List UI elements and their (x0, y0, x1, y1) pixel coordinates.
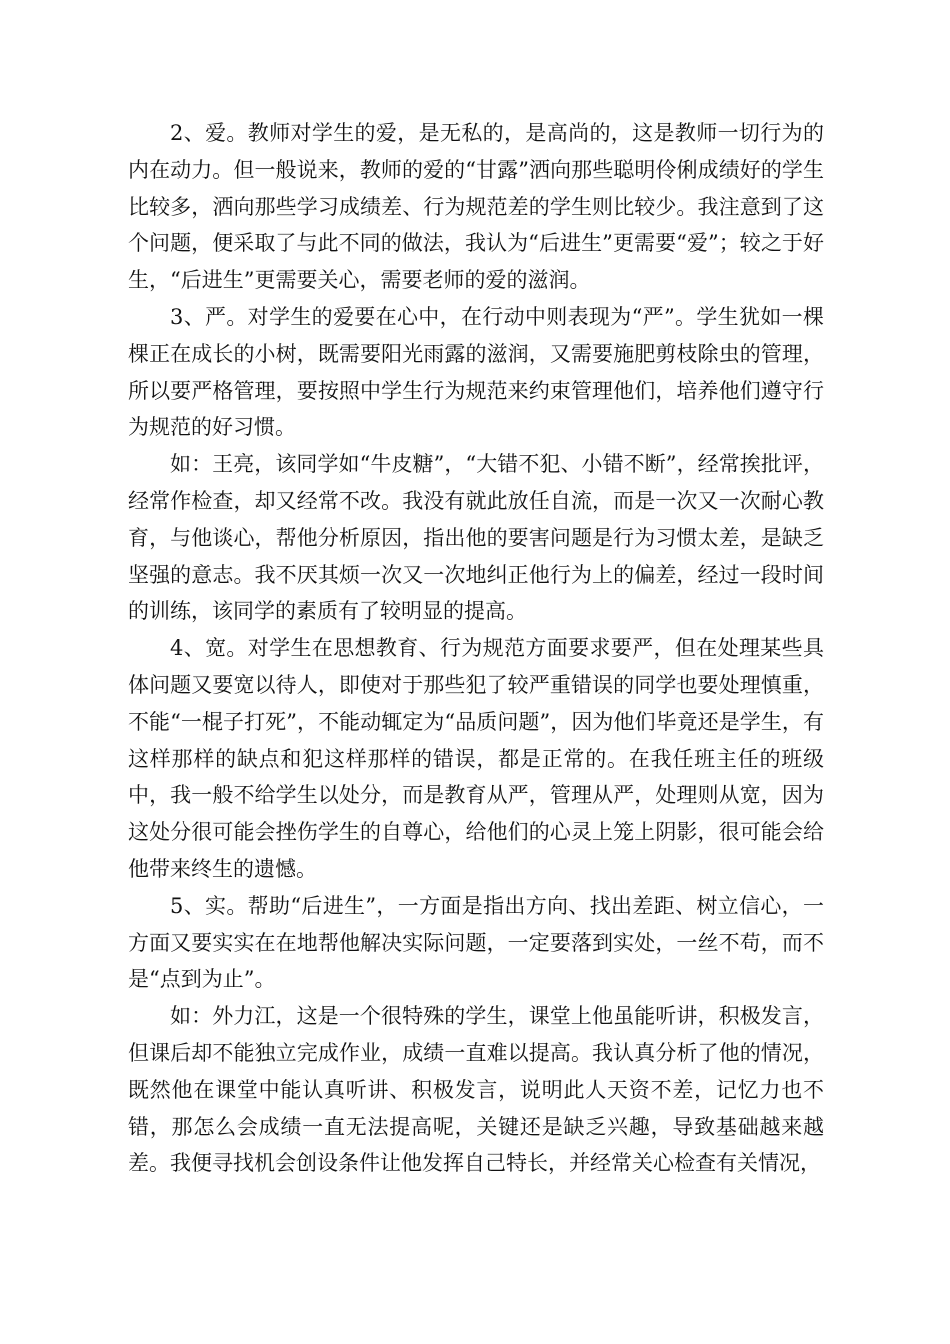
paragraph-example-wai-lijiang: 如：外力江，这是一个很特殊的学生，课堂上他虽能听讲，积极发言，但课后却不能独立完成作业，成绩一直难以提高。我认真分析了他的情况，既然他在课堂中能认真听讲、积极发言，说明此人天资不差，记忆力也不错，那怎么会成绩一直无法提高呢，关键还是缺乏兴趣，导致基础越来越差。我便寻找机会创设条件让他发挥自己特长，并经常关心检查有关情况， (128, 1004, 824, 1176)
paragraph-practical: 5、实。帮助“后进生”，一方面是指出方向、找出差距、树立信心，一方面又要实实在在地帮他解决实际问题，一定要落到实处，一丝不苟，而不是“点到为止”。 (128, 893, 824, 992)
document-page (128, 115, 824, 1182)
paragraph-strict: 3、严。对学生的爱要在心中，在行动中则表现为“严”。学生犹如一棵棵正在成长的小树，既需要阳光雨露的滋润，又需要施肥剪枝除虫的管理，所以要严格管理，要按照中学生行为规范来约束管理他们，培养他们遵守行为规范的好习惯。 (128, 304, 824, 440)
paragraph-lenient: 4、宽。对学生在思想教育、行为规范方面要求要严，但在处理某些具体问题又要宽以待人，即使对于那些犯了较严重错误的同学也要处理慎重，不能“一棍子打死”，不能动辄定为“品质问题”，因为他们毕竟还是学生，有这样那样的缺点和犯这样那样的错误，都是正常的。在我任班主任的班级中，我一般不给学生以处分，而是教育从严，管理从严，处理则从宽，因为这处分很可能会挫伤学生的自尊心，给他们的心灵上笼上阴影，很可能会给他带来终生的遗憾。 (128, 636, 824, 881)
paragraph-love: 2、爱。教师对学生的爱，是无私的，是高尚的，这是教师一切行为的内在动力。但一般说来，教师的爱的“甘露”洒向那些聪明伶俐成绩好的学生比较多，洒向那些学习成绩差、行为规范差的学生则比较少。我注意到了这个问题，便采取了与此不同的做法，我认为“后进生”更需要“爱”；较之于好生，“后进生”更需要关心，需要老师的爱的滋润。 (128, 121, 824, 293)
paragraph-example-wang-liang: 如：王亮，该同学如“牛皮糖”，“大错不犯、小错不断”，经常挨批评，经常作检查，却又经常不改。我没有就此放任自流，而是一次又一次耐心教育，与他谈心，帮他分析原因，指出他的要害问题是行为习惯太差，是缺乏坚强的意志。我不厌其烦一次又一次地纠正他行为上的偏差，经过一段时间的训练，该同学的素质有了较明显的提高。 (128, 452, 824, 624)
